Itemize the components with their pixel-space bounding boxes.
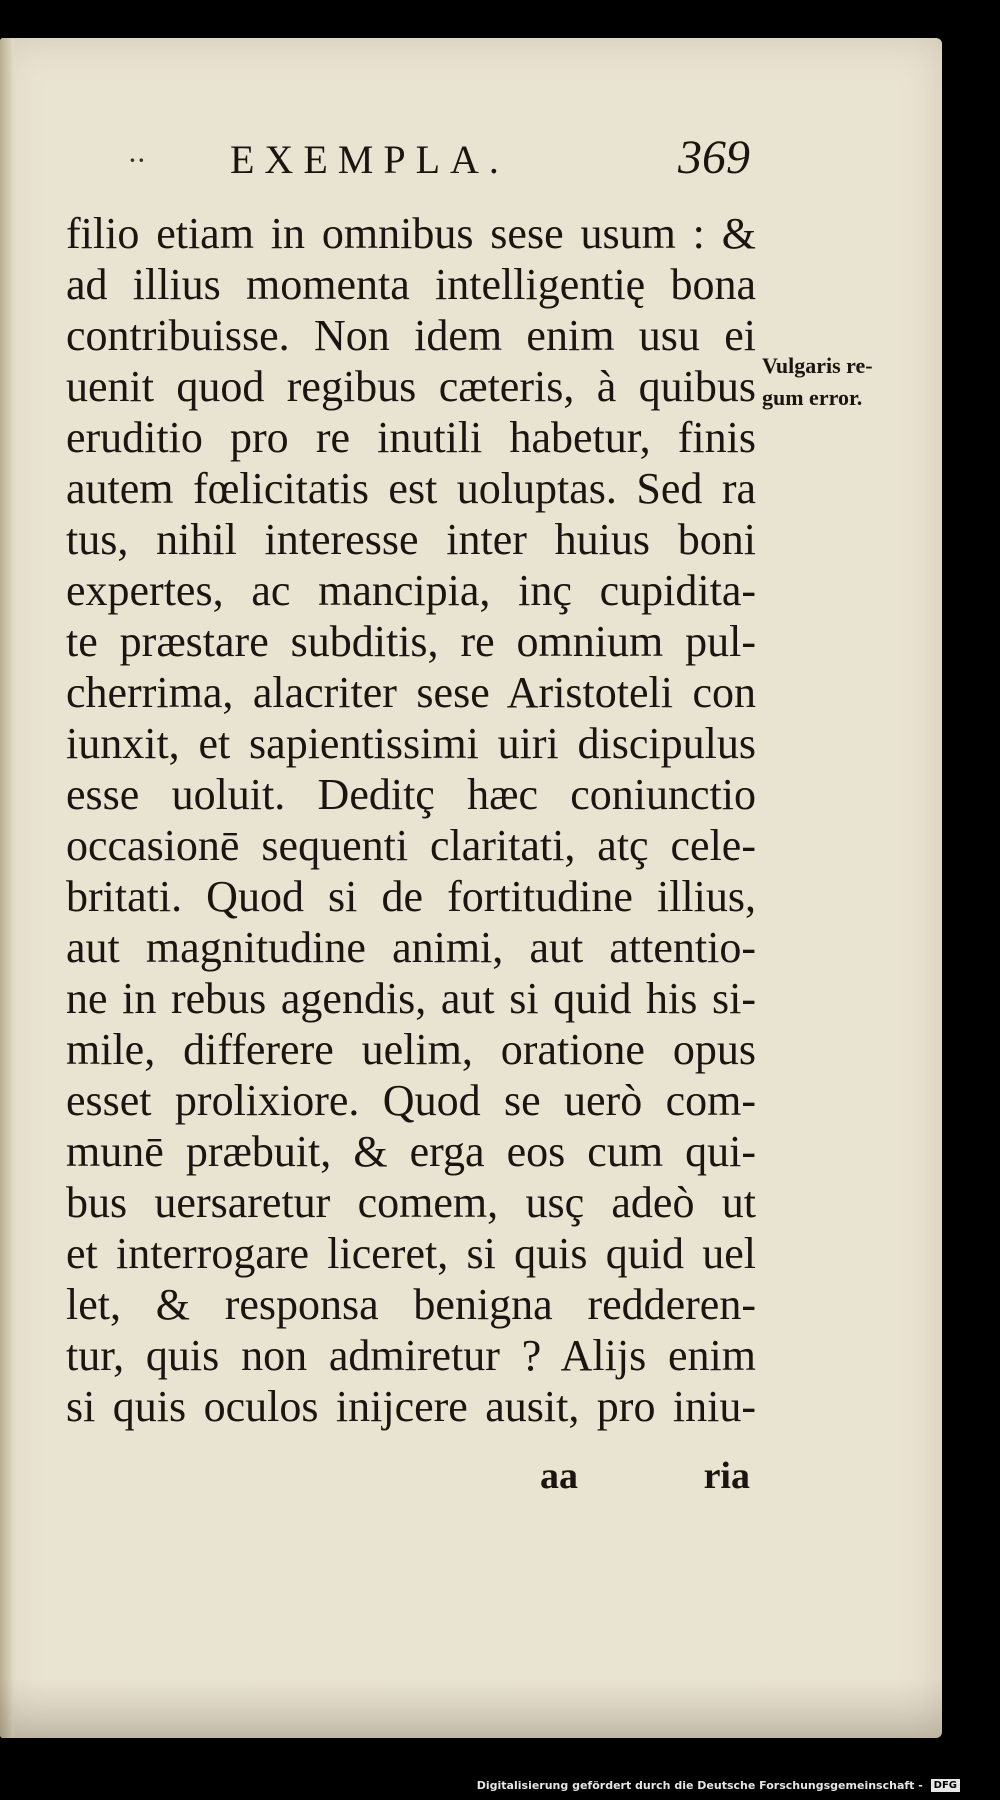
text-line: tus, nihil interesse inter huius boni xyxy=(66,515,756,564)
text-line: ad illius momenta intelligentię bona xyxy=(66,260,756,309)
catchline xyxy=(540,1454,750,1504)
digitization-credit xyxy=(477,1779,960,1793)
book-page xyxy=(0,38,942,1738)
margin-note-line: gum error. xyxy=(762,385,863,410)
text-line: cherrima, alacriter sese Aristoteli con xyxy=(66,668,756,717)
text-line: autem fœlicitatis est uoluptas. Sed ra xyxy=(66,464,756,513)
credit-text: Digitalisierung gefördert durch die Deutsche Forschungsgemeinschaft - xyxy=(476,1778,923,1792)
text-line: eruditio pro re inutili habetur, finis xyxy=(66,413,756,462)
text-line: mile, differere uelim, oratione opus xyxy=(66,1025,756,1074)
dfg-logo-icon: DFG xyxy=(931,1779,960,1792)
text-line: aut magnitudine animi, aut attentio- xyxy=(66,923,756,972)
page-gutter-edge xyxy=(0,38,14,1738)
body-text xyxy=(66,208,756,1432)
text-line: bus uersaretur comem, usç adeò ut xyxy=(66,1178,756,1227)
text-line: uenit quod regibus cæteris, à quibus xyxy=(66,362,756,411)
running-head-title: EXEMPLA. xyxy=(230,137,509,182)
catchword: ria xyxy=(703,1455,750,1497)
text-line: esset prolixiore. Quod se uerò com- xyxy=(66,1076,756,1125)
text-line: et interrogare liceret, si quis quid uel xyxy=(66,1229,756,1278)
text-line: iunxit, et sapientissimi uiri discipulus xyxy=(66,719,756,768)
running-head xyxy=(90,130,750,190)
text-line: occasionē sequenti claritati, atç cele- xyxy=(66,821,756,870)
text-line: munē præbuit, & erga eos cum qui- xyxy=(66,1127,756,1176)
text-line: let, & responsa benigna redderen- xyxy=(66,1280,756,1329)
text-line: te præstare subditis, re omnium pul- xyxy=(66,617,756,666)
text-line: contribuisse. Non idem enim usu ei xyxy=(66,311,756,360)
signature-mark: aa xyxy=(540,1455,578,1497)
text-line: ne in rebus agendis, aut si quid his si- xyxy=(66,974,756,1023)
text-line: esse uoluit. Deditç hæc coniunctio xyxy=(66,770,756,819)
margin-note-line: Vulgaris re- xyxy=(762,353,873,378)
text-line: expertes, ac mancipia, inç cupidita- xyxy=(66,566,756,615)
margin-note xyxy=(762,350,922,414)
text-line: filio etiam in omnibus sese usum : & xyxy=(66,209,756,258)
page-number: 369 xyxy=(678,131,750,184)
page-bottom-shadow xyxy=(0,1678,942,1738)
running-head-marks: ·· xyxy=(128,144,146,177)
text-line: britati. Quod si de fortitudine illius, xyxy=(66,872,756,921)
text-line: si quis oculos inijcere ausit, pro iniu- xyxy=(66,1382,756,1431)
text-line: tur, quis non admiretur ? Alijs enim xyxy=(66,1331,756,1380)
